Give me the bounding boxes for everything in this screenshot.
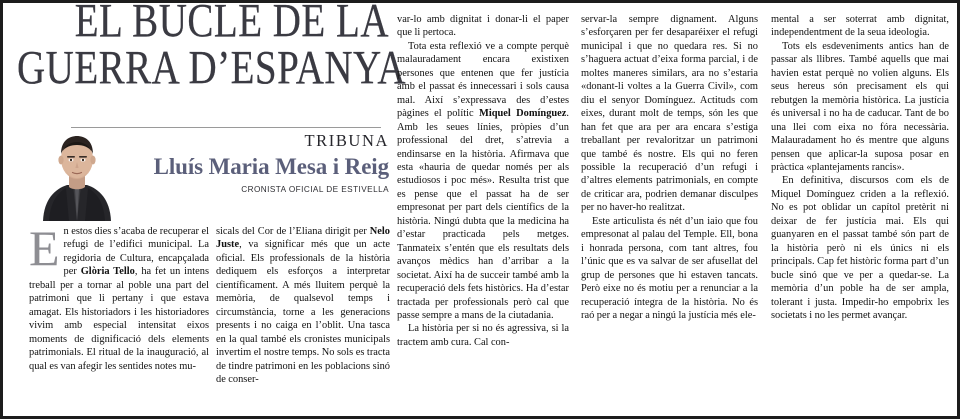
emphasised-name: Nelo Juste (216, 226, 390, 251)
paragraph (397, 13, 569, 40)
paragraph (771, 40, 949, 175)
article-column-1 (29, 220, 209, 411)
page-inner (3, 0, 957, 416)
article-column-4 (581, 13, 758, 411)
text-run: En definitiva, discursos com els de Miquel Domínguez criden a la reflexió. No es pot oblidar un capítol pretèrit ni deixar de fer justícia mai. Els qui guanyaren en el passat també són part de la història però ni els únics ni els principals. Cap fet històric forma part d’un bucle sinó que ve per a quedar-se. La memòria d’un poble ha de ser ampla, tolerant i justa. Impedir-ho empobrix les societats i no les permet avançar. (771, 175, 949, 321)
drop-cap: E (29, 220, 60, 276)
paragraph (771, 13, 949, 40)
text-run: Este articulista és nét d’un iaio que fou empresonat al palau del Temple. Ell, bona i honrada persona, com tant altres, fou l’únic que es va salvar de ser afusellat del grup de persones que hi estaven tancats. Però eixe no és motiu per a renunciar a la recuperació íntegra de la història. No és raó per a negar a ningú la justícia més ele- (581, 215, 758, 321)
text-run: , ha fet un intens treball per a tornar al poble una part del patrimoni que li pertany i que estava amagat. Els historiadors i les historiadores vivim amb especial intensitat eixos moments de dignificació dels elements patrimonials. El ritual de la inauguració, al qual es van afegir les sentides notes mu- (29, 266, 209, 372)
author-role: CRONISTA OFICIAL DE ESTIVELLA (241, 184, 389, 194)
section-label: TRIBUNA (304, 131, 389, 150)
headline-line-1: EL BUCLE DE LA (74, 0, 389, 48)
text-run: La història per si no és agressiva, si la tractem amb cura. Cal con- (397, 323, 569, 348)
text-run: , va significar més que un acte oficial. Els professionals de la història dediquem els esforços a interpretar científicament. A més lluitem perquè la memòria, de qualsevol temps i circumstància, torne a les generacions presents i no caiga en l’oblit. Una tasca en la qual també els cronistes municipals invertim el nostre temps. No sols es tracta de tindre patrimoni en les poblacions sinó de conser- (216, 239, 390, 385)
paragraph (29, 220, 209, 373)
text-run: servar-la sempre dignament. Alguns s’esforçaren per fer desaparéixer el refugi municipal i que no quedara res. Si no s’haguera actuat d’eixa forma parcial, i de moltes maneres similars, ara no s’estaria «donant-li voltes a la Guerra Civil», com diu el senyor Domínguez. Actituds com eixes, durant molt de temps, són les que han fet que ara per ara encara s’estiga treballant per revaloritzar un patrimoni que també és nostre. Els qui no feren possible la recuperació d’un refugi i d’altres elements patrimonials, en compte de criticar ara, podrien demanar disculpes per no haver-ho realitzat. (581, 14, 758, 214)
article-body (3, 3, 957, 416)
paragraph (397, 322, 569, 349)
text-run: var-lo amb dignitat i donar-li el paper que li pertoca. (397, 14, 569, 39)
text-run: Tots els esdeveniments antics han de passar als llibres. També aquells que mai havien estat perquè no volien alguns. Els seus hereus són precisament els qui rebutgen la memòria històrica. La justícia és universal i no ha de caducar. Tant de bo una llei com eixa no fóra necessària. Malauradament ho és mentre que alguns pensen que aplicar-la suposa posar en pràctica «plantejaments rancis». (771, 40, 949, 173)
article-column-5 (771, 13, 949, 411)
text-run: sicals del Cor de l’Eliana dirigit per (216, 226, 370, 237)
article-column-2 (216, 225, 390, 411)
paragraph (397, 40, 569, 323)
emphasised-name: Miquel Domínguez (479, 108, 567, 120)
headline-line-2: GUERRA D’ESPANYA (17, 41, 407, 95)
text-run: . Amb les seues línies, pròpies d’un professional del dret, s’atrevia a endinsarse en la història. Afirmava que esta «hauria de quedar només per als estudiosos i poc més». Resulta trist que es pense que el passat ha de ser empresonat per part dels científics de la història. Ningú dubta que la medicina ha d’estar practicada pels metges. Tanmateix s’entén que els resultats dels avanços mèdics han d’arribar a la societat. Així ha de succeir també amb la recuperació dels fets històrics. Ha d’estar tractada per professionals però cal que passe sempre a mans de la ciutadania. (397, 108, 569, 321)
paragraph (581, 13, 758, 215)
paragraph (581, 215, 758, 323)
text-run: Tota esta reflexió ve a compte perquè malauradament encara existixen persones que entenen que fer justícia amb el passat és innecessari i sols causa mal. Així s’expressava des d’estes pàgines el polític (397, 40, 569, 120)
author-name: Lluís Maria Mesa i Reig (153, 153, 389, 179)
emphasised-name: Glòria Tello (80, 266, 135, 278)
text-run: n estos dies s’acaba de recuperar el refugi de l’edifici municipal. La regidoria de Cultura, encapçalada per (63, 226, 209, 278)
paragraph (216, 225, 390, 386)
article-column-3 (397, 13, 569, 411)
paragraph (771, 174, 949, 322)
text-run: mental a ser soterrat amb dignitat, independentment de la seua ideologia. (771, 14, 949, 39)
